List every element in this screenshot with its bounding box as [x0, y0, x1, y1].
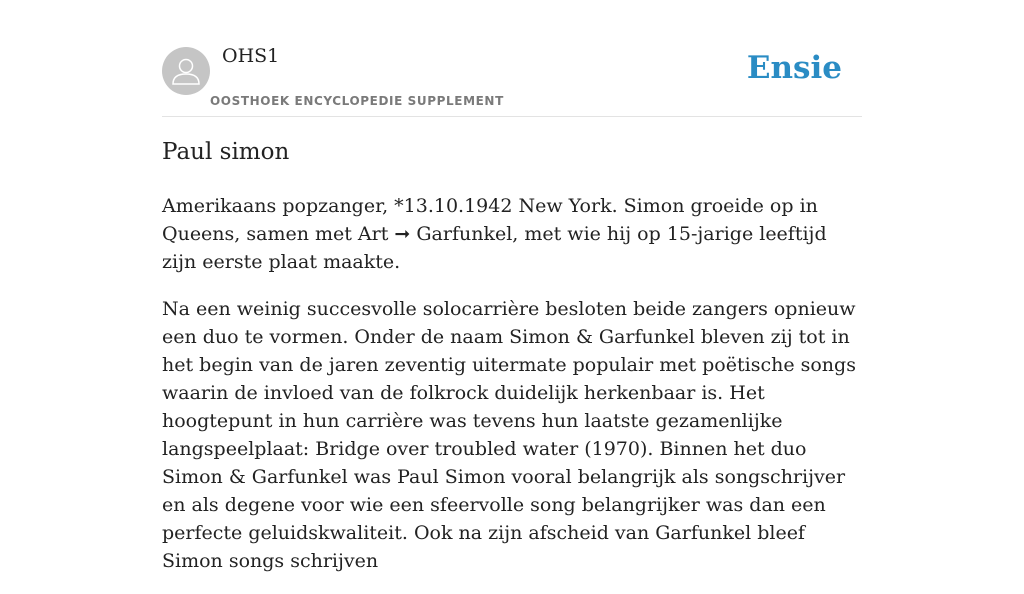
user-placeholder-icon [162, 47, 210, 95]
paragraph-1 [162, 192, 862, 276]
article-page [162, 0, 862, 572]
garfunkel-link[interactable] [394, 223, 512, 245]
arrow-icon: ➞ [394, 223, 411, 245]
ensie-logo[interactable]: Ensie [746, 50, 842, 86]
paragraph-2: Na een weinig succesvolle solocarrière besloten beide zangers opnieuw een duo te vormen. Onder de naam Simon & Garfunkel bleven zij tot in het begin van de jaren zeventig uitermate populair met poëtische songs waarin de invloed van de folkrock duidelijk herkenbaar is. Het hoogtepunt in hun carrière was tevens hun laatste gezamenlijke langspeelplaat: Bridge over troubled water (1970). Binnen het duo Simon & Garfunkel was Paul Simon vooral belangrijk als songschrijver en als degene voor wie een sfeervolle song belangrijker was dan een perfecte geluidskwaliteit. Ook na zijn afscheid van Garfunkel bleef Simon songs schrijven [162, 298, 856, 572]
paragraph-1-text: Amerikaans popzanger, *13.10.1942 New York. Simon groeide op in Queens, samen met Art [162, 195, 818, 245]
author-name[interactable]: OHS1 [222, 45, 280, 67]
page-title: Paul simon [162, 139, 290, 165]
paragraph-1-text-end: , met wie hij op 15-jarige leeftijd zijn eerste plaat maakte. [162, 223, 827, 273]
avatar[interactable] [162, 47, 210, 95]
article-header [162, 0, 862, 117]
article-body [162, 192, 862, 594]
source-label[interactable]: OOSTHOEK ENCYCLOPEDIE SUPPLEMENT [210, 94, 504, 108]
garfunkel-link-label: Garfunkel [410, 223, 513, 245]
